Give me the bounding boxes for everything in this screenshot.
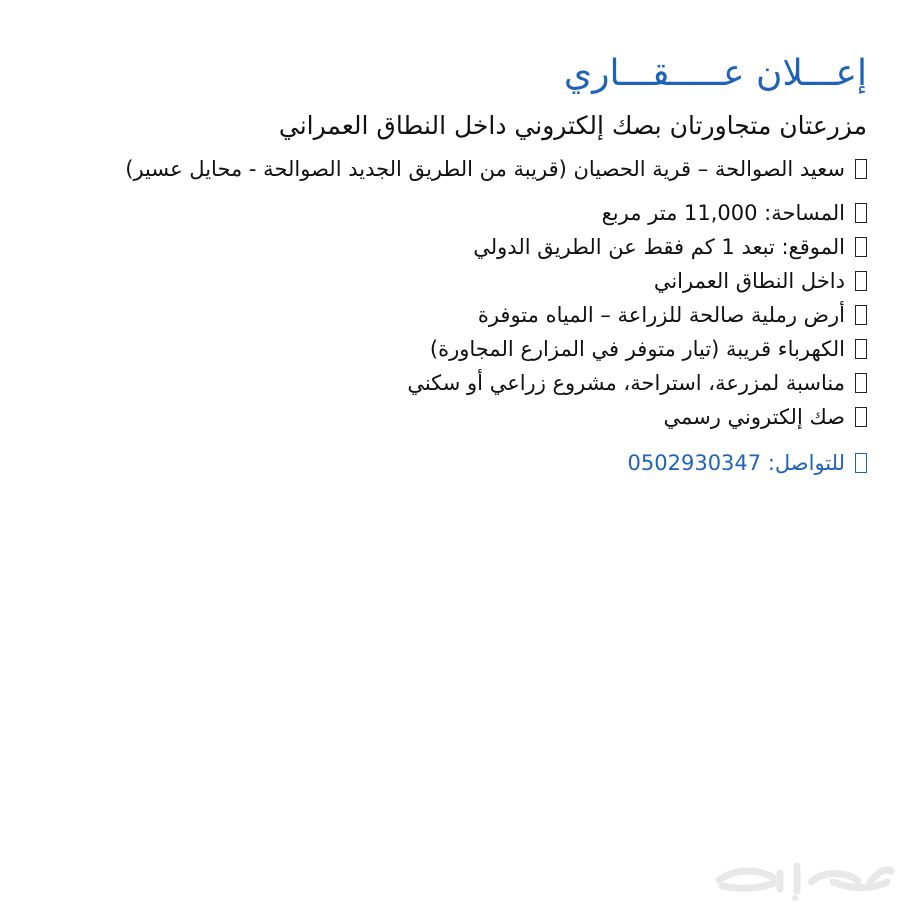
missing-glyph-box-icon <box>855 271 867 291</box>
haraj-watermark-logo <box>707 851 897 903</box>
missing-glyph-box-icon <box>855 203 867 223</box>
missing-glyph-box-icon <box>855 453 867 473</box>
detail-line <box>7 400 867 434</box>
soil-water-text: أرض رملية صالحة للزراعة – المياه متوفرة <box>477 303 845 327</box>
missing-glyph-box-icon <box>855 407 867 427</box>
detail-line <box>7 332 867 366</box>
contact-line <box>7 446 867 480</box>
contact-phone: للتواصل: 0502930347 <box>627 451 845 475</box>
missing-glyph-box-icon <box>855 305 867 325</box>
missing-glyph-box-icon <box>855 159 867 179</box>
area-text: المساحة: 11,000 متر مربع <box>601 201 845 225</box>
detail-line <box>7 264 867 298</box>
deed-text: صك إلكتروني رسمي <box>663 405 845 429</box>
detail-line <box>7 230 867 264</box>
missing-glyph-box-icon <box>855 237 867 257</box>
location-line <box>7 152 867 186</box>
location-text: سعيد الصوالحة – قرية الحصيان (قريبة من الطريق الجديد الصوالحة - محايل عسير) <box>125 157 845 181</box>
road-distance-text: الموقع: تبعد 1 كم فقط عن الطريق الدولي <box>473 235 845 259</box>
detail-line <box>7 298 867 332</box>
missing-glyph-box-icon <box>855 373 867 393</box>
ad-title: إعـــلان عـــــقـــاري <box>563 53 867 94</box>
ad-subtitle: مزرعتان متجاورتان بصك إلكتروني داخل النطاق العمراني <box>278 111 867 140</box>
real-estate-ad <box>7 48 867 480</box>
usage-text: مناسبة لمزرعة، استراحة، مشروع زراعي أو سكني <box>407 371 845 395</box>
detail-line <box>7 366 867 400</box>
missing-glyph-box-icon <box>855 339 867 359</box>
detail-line <box>7 196 867 230</box>
urban-zone-text: داخل النطاق العمراني <box>653 269 845 293</box>
electricity-text: الكهرباء قريبة (تيار متوفر في المزارع المجاورة) <box>429 337 845 361</box>
